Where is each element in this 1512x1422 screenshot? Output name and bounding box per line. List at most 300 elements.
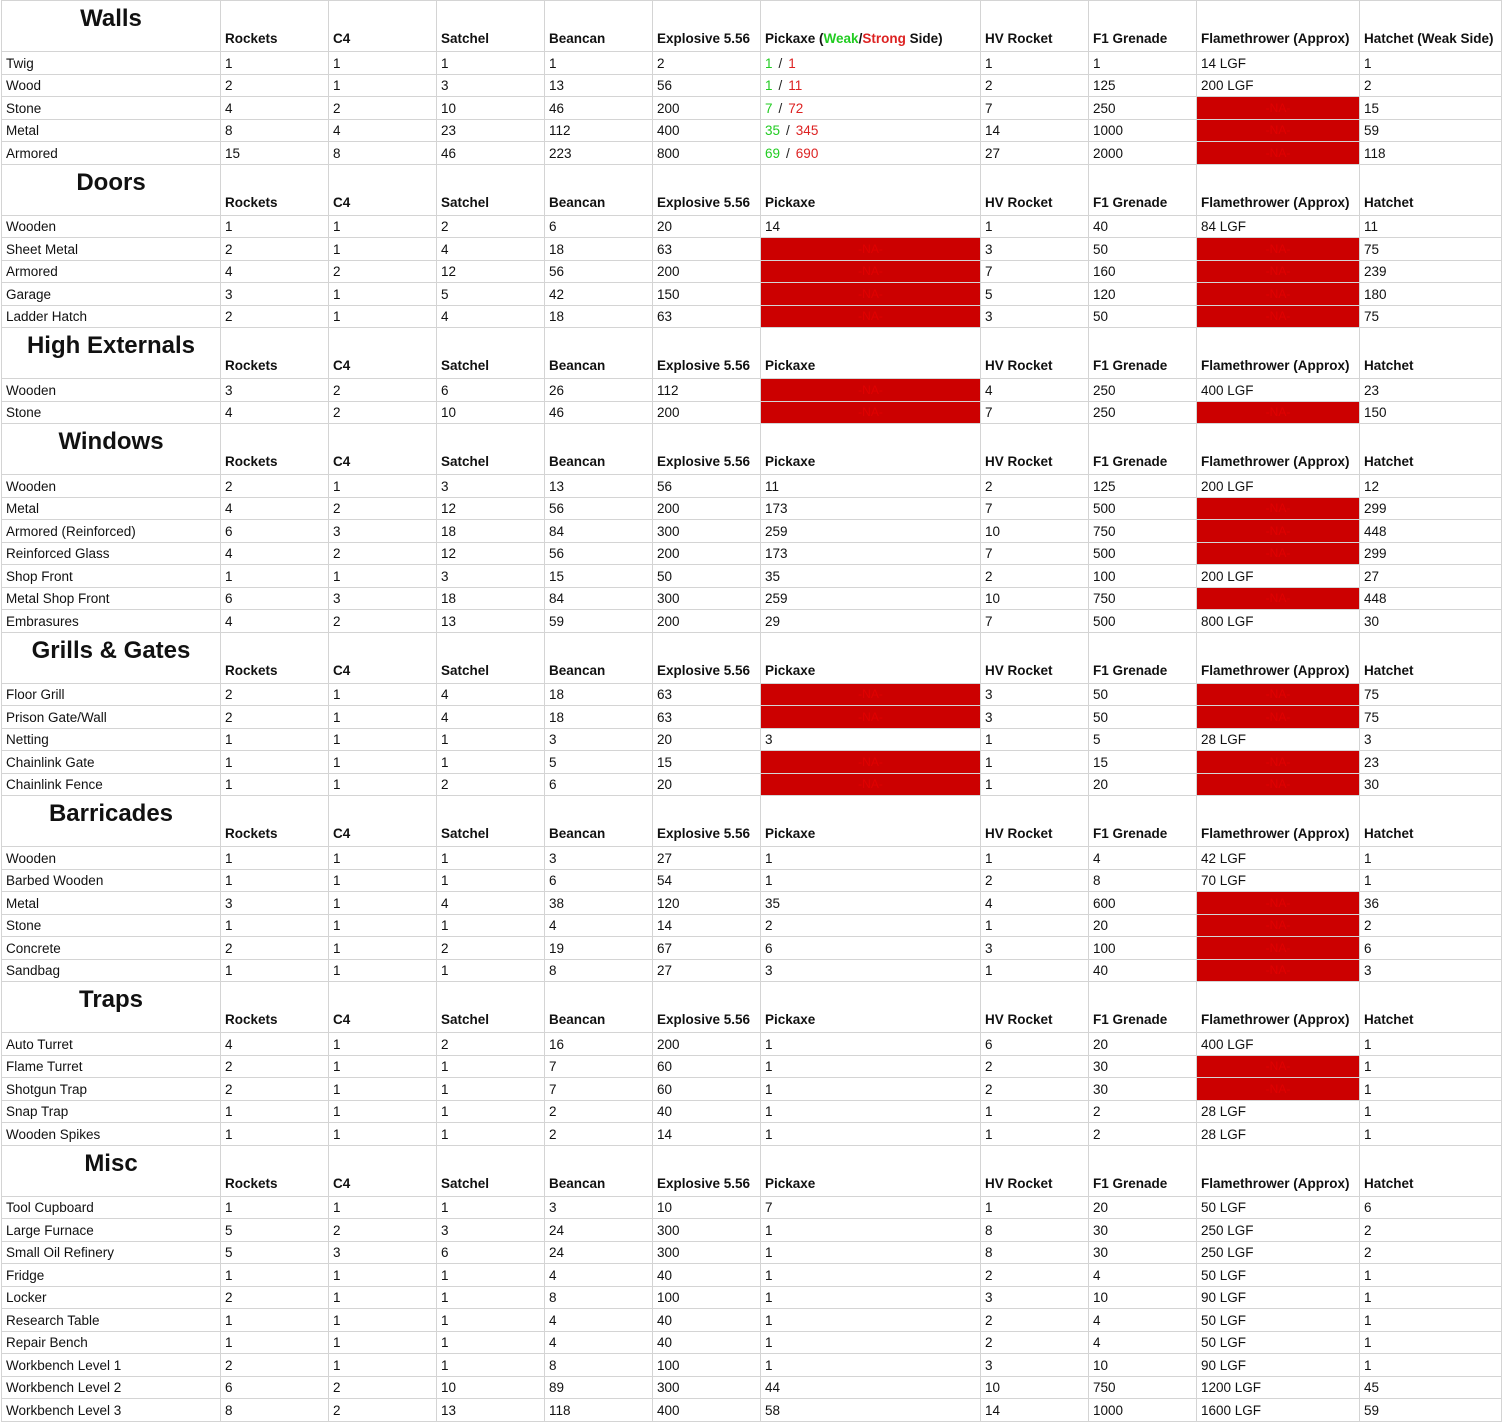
cell-c4[interactable]: 1 bbox=[329, 52, 437, 75]
cell-hv-rocket[interactable]: 10 bbox=[981, 520, 1089, 543]
cell-f1-grenade[interactable]: 1000 bbox=[1089, 1399, 1197, 1422]
column-header-hatchet[interactable]: Hatchet bbox=[1360, 164, 1502, 215]
column-header-pickaxe[interactable]: Pickaxe bbox=[761, 632, 981, 683]
cell-pickaxe[interactable]: 1 bbox=[761, 1219, 981, 1242]
row-label[interactable]: Small Oil Refinery bbox=[2, 1241, 221, 1264]
cell-f1-grenade[interactable]: 50 bbox=[1089, 238, 1197, 261]
cell-hatchet[interactable]: 448 bbox=[1360, 520, 1502, 543]
cell-beancan[interactable]: 3 bbox=[545, 728, 653, 751]
column-header-pickaxe[interactable]: Pickaxe bbox=[761, 328, 981, 379]
column-header-hv-rocket[interactable]: HV Rocket bbox=[981, 632, 1089, 683]
cell-beancan[interactable]: 18 bbox=[545, 683, 653, 706]
cell-beancan[interactable]: 13 bbox=[545, 475, 653, 498]
na-cell[interactable]: -NA- bbox=[1197, 959, 1360, 982]
cell-rockets[interactable]: 3 bbox=[221, 379, 329, 402]
cell-f1-grenade[interactable]: 30 bbox=[1089, 1078, 1197, 1101]
cell-satchel[interactable]: 2 bbox=[437, 773, 545, 796]
column-header-rockets[interactable]: Rockets bbox=[221, 796, 329, 847]
column-header-beancan[interactable]: Beancan bbox=[545, 796, 653, 847]
cell-hv-rocket[interactable]: 1 bbox=[981, 1100, 1089, 1123]
cell-c4[interactable]: 1 bbox=[329, 1033, 437, 1056]
cell-flamethrower-approx[interactable]: 50 LGF bbox=[1197, 1196, 1360, 1219]
section-title[interactable]: Walls bbox=[2, 1, 221, 52]
cell-explosive-5-56[interactable]: 40 bbox=[653, 1331, 761, 1354]
column-header-pickaxe[interactable]: Pickaxe bbox=[761, 164, 981, 215]
cell-explosive-5-56[interactable]: 200 bbox=[653, 610, 761, 633]
column-header-hv-rocket[interactable]: HV Rocket bbox=[981, 164, 1089, 215]
row-label[interactable]: Chainlink Gate bbox=[2, 751, 221, 774]
cell-beancan[interactable]: 2 bbox=[545, 1123, 653, 1146]
na-cell[interactable]: -NA- bbox=[761, 401, 981, 424]
cell-hatchet[interactable]: 1 bbox=[1360, 52, 1502, 75]
cell-satchel[interactable]: 10 bbox=[437, 97, 545, 120]
cell-f1-grenade[interactable]: 4 bbox=[1089, 847, 1197, 870]
cell-beancan[interactable]: 2 bbox=[545, 1100, 653, 1123]
column-header-rockets[interactable]: Rockets bbox=[221, 424, 329, 475]
cell-beancan[interactable]: 15 bbox=[545, 565, 653, 588]
cell-explosive-5-56[interactable]: 63 bbox=[653, 683, 761, 706]
na-cell[interactable]: -NA- bbox=[761, 238, 981, 261]
cell-rockets[interactable]: 2 bbox=[221, 1286, 329, 1309]
cell-satchel[interactable]: 1 bbox=[437, 914, 545, 937]
cell-beancan[interactable]: 56 bbox=[545, 542, 653, 565]
cell-f1-grenade[interactable]: 250 bbox=[1089, 401, 1197, 424]
cell-hv-rocket[interactable]: 1 bbox=[981, 1196, 1089, 1219]
cell-c4[interactable]: 1 bbox=[329, 1055, 437, 1078]
cell-f1-grenade[interactable]: 50 bbox=[1089, 683, 1197, 706]
cell-f1-grenade[interactable]: 125 bbox=[1089, 74, 1197, 97]
cell-explosive-5-56[interactable]: 300 bbox=[653, 1241, 761, 1264]
cell-rockets[interactable]: 5 bbox=[221, 1219, 329, 1242]
cell-rockets[interactable]: 6 bbox=[221, 520, 329, 543]
cell-rockets[interactable]: 6 bbox=[221, 587, 329, 610]
cell-f1-grenade[interactable]: 100 bbox=[1089, 565, 1197, 588]
cell-hv-rocket[interactable]: 7 bbox=[981, 497, 1089, 520]
cell-explosive-5-56[interactable]: 200 bbox=[653, 401, 761, 424]
cell-hv-rocket[interactable]: 1 bbox=[981, 751, 1089, 774]
column-header-f1-grenade[interactable]: F1 Grenade bbox=[1089, 328, 1197, 379]
column-header-beancan[interactable]: Beancan bbox=[545, 632, 653, 683]
cell-hatchet[interactable]: 448 bbox=[1360, 587, 1502, 610]
cell-explosive-5-56[interactable]: 100 bbox=[653, 1286, 761, 1309]
cell-satchel[interactable]: 6 bbox=[437, 1241, 545, 1264]
cell-rockets[interactable]: 1 bbox=[221, 728, 329, 751]
column-header-c4[interactable]: C4 bbox=[329, 1, 437, 52]
cell-hv-rocket[interactable]: 5 bbox=[981, 283, 1089, 306]
column-header-rockets[interactable]: Rockets bbox=[221, 328, 329, 379]
cell-pickaxe[interactable]: 35 bbox=[761, 565, 981, 588]
column-header-explosive-5-56[interactable]: Explosive 5.56 bbox=[653, 1, 761, 52]
row-label[interactable]: Concrete bbox=[2, 937, 221, 960]
cell-explosive-5-56[interactable]: 150 bbox=[653, 283, 761, 306]
column-header-hv-rocket[interactable]: HV Rocket bbox=[981, 424, 1089, 475]
column-header-pickaxe[interactable]: Pickaxe bbox=[761, 424, 981, 475]
cell-hatchet[interactable]: 299 bbox=[1360, 542, 1502, 565]
cell-satchel[interactable]: 4 bbox=[437, 238, 545, 261]
cell-c4[interactable]: 2 bbox=[329, 97, 437, 120]
cell-beancan[interactable]: 4 bbox=[545, 1331, 653, 1354]
cell-c4[interactable]: 2 bbox=[329, 379, 437, 402]
cell-explosive-5-56[interactable]: 200 bbox=[653, 97, 761, 120]
row-label[interactable]: Prison Gate/Wall bbox=[2, 706, 221, 729]
cell-rockets[interactable]: 2 bbox=[221, 475, 329, 498]
cell-satchel[interactable]: 12 bbox=[437, 542, 545, 565]
cell-hatchet[interactable]: 59 bbox=[1360, 119, 1502, 142]
cell-c4[interactable]: 8 bbox=[329, 142, 437, 165]
cell-flamethrower-approx[interactable]: 800 LGF bbox=[1197, 610, 1360, 633]
cell-explosive-5-56[interactable]: 300 bbox=[653, 520, 761, 543]
cell-rockets[interactable]: 1 bbox=[221, 773, 329, 796]
cell-explosive-5-56[interactable]: 10 bbox=[653, 1196, 761, 1219]
cell-hv-rocket[interactable]: 2 bbox=[981, 1078, 1089, 1101]
row-label[interactable]: Shop Front bbox=[2, 565, 221, 588]
column-header-explosive-5-56[interactable]: Explosive 5.56 bbox=[653, 982, 761, 1033]
cell-beancan[interactable]: 5 bbox=[545, 751, 653, 774]
row-label[interactable]: Barbed Wooden bbox=[2, 869, 221, 892]
cell-f1-grenade[interactable]: 30 bbox=[1089, 1055, 1197, 1078]
column-header-explosive-5-56[interactable]: Explosive 5.56 bbox=[653, 1145, 761, 1196]
cell-rockets[interactable]: 2 bbox=[221, 1078, 329, 1101]
cell-pickaxe[interactable]: 259 bbox=[761, 587, 981, 610]
cell-explosive-5-56[interactable]: 800 bbox=[653, 142, 761, 165]
cell-satchel[interactable]: 1 bbox=[437, 1309, 545, 1332]
cell-hatchet[interactable]: 2 bbox=[1360, 74, 1502, 97]
na-cell[interactable]: -NA- bbox=[1197, 587, 1360, 610]
row-label[interactable]: Twig bbox=[2, 52, 221, 75]
cell-hatchet[interactable]: 2 bbox=[1360, 1219, 1502, 1242]
cell-c4[interactable]: 1 bbox=[329, 869, 437, 892]
column-header-hv-rocket[interactable]: HV Rocket bbox=[981, 796, 1089, 847]
cell-flamethrower-approx[interactable]: 250 LGF bbox=[1197, 1219, 1360, 1242]
cell-rockets[interactable]: 1 bbox=[221, 1196, 329, 1219]
cell-c4[interactable]: 1 bbox=[329, 937, 437, 960]
cell-hv-rocket[interactable]: 2 bbox=[981, 475, 1089, 498]
cell-rockets[interactable]: 2 bbox=[221, 74, 329, 97]
column-header-explosive-5-56[interactable]: Explosive 5.56 bbox=[653, 164, 761, 215]
cell-explosive-5-56[interactable]: 112 bbox=[653, 379, 761, 402]
row-label[interactable]: Wood bbox=[2, 74, 221, 97]
cell-pickaxe[interactable]: 1 bbox=[761, 1309, 981, 1332]
cell-satchel[interactable]: 4 bbox=[437, 683, 545, 706]
cell-c4[interactable]: 1 bbox=[329, 565, 437, 588]
cell-hv-rocket[interactable]: 7 bbox=[981, 260, 1089, 283]
cell-hv-rocket[interactable]: 1 bbox=[981, 52, 1089, 75]
cell-pickaxe[interactable]: 7 bbox=[761, 1196, 981, 1219]
column-header-c4[interactable]: C4 bbox=[329, 1145, 437, 1196]
section-title[interactable]: Doors bbox=[2, 164, 221, 215]
cell-c4[interactable]: 1 bbox=[329, 683, 437, 706]
cell-flamethrower-approx[interactable]: 200 LGF bbox=[1197, 475, 1360, 498]
cell-hv-rocket[interactable]: 10 bbox=[981, 1376, 1089, 1399]
cell-beancan[interactable]: 112 bbox=[545, 119, 653, 142]
row-label[interactable]: Sandbag bbox=[2, 959, 221, 982]
row-label[interactable]: Metal bbox=[2, 119, 221, 142]
cell-explosive-5-56[interactable]: 54 bbox=[653, 869, 761, 892]
cell-c4[interactable]: 4 bbox=[329, 119, 437, 142]
cell-beancan[interactable]: 7 bbox=[545, 1078, 653, 1101]
cell-c4[interactable]: 1 bbox=[329, 847, 437, 870]
cell-c4[interactable]: 1 bbox=[329, 1264, 437, 1287]
cell-c4[interactable]: 1 bbox=[329, 728, 437, 751]
cell-hv-rocket[interactable]: 2 bbox=[981, 1331, 1089, 1354]
column-header-pickaxe[interactable] bbox=[761, 1, 981, 52]
cell-hatchet[interactable]: 118 bbox=[1360, 142, 1502, 165]
cell-c4[interactable]: 3 bbox=[329, 587, 437, 610]
section-title[interactable]: Barricades bbox=[2, 796, 221, 847]
section-title[interactable]: High Externals bbox=[2, 328, 221, 379]
cell-hatchet[interactable]: 1 bbox=[1360, 1264, 1502, 1287]
cell-pickaxe[interactable]: 3 bbox=[761, 728, 981, 751]
cell-f1-grenade[interactable]: 125 bbox=[1089, 475, 1197, 498]
cell-beancan[interactable]: 42 bbox=[545, 283, 653, 306]
section-title[interactable]: Grills & Gates bbox=[2, 632, 221, 683]
cell-satchel[interactable]: 1 bbox=[437, 1078, 545, 1101]
cell-hatchet[interactable]: 27 bbox=[1360, 565, 1502, 588]
cell-explosive-5-56[interactable]: 63 bbox=[653, 305, 761, 328]
row-label[interactable]: Sheet Metal bbox=[2, 238, 221, 261]
cell-pickaxe[interactable]: 6 bbox=[761, 937, 981, 960]
cell-flamethrower-approx[interactable]: 50 LGF bbox=[1197, 1309, 1360, 1332]
column-header-flamethrower-approx[interactable]: Flamethrower (Approx) bbox=[1197, 632, 1360, 683]
cell-hv-rocket[interactable]: 3 bbox=[981, 305, 1089, 328]
cell-rockets[interactable]: 8 bbox=[221, 1399, 329, 1422]
column-header-flamethrower-approx[interactable]: Flamethrower (Approx) bbox=[1197, 328, 1360, 379]
cell-hatchet[interactable]: 6 bbox=[1360, 1196, 1502, 1219]
row-label[interactable]: Stone bbox=[2, 401, 221, 424]
column-header-f1-grenade[interactable]: F1 Grenade bbox=[1089, 424, 1197, 475]
cell-satchel[interactable]: 1 bbox=[437, 1354, 545, 1377]
row-label[interactable]: Large Furnace bbox=[2, 1219, 221, 1242]
cell-satchel[interactable]: 4 bbox=[437, 892, 545, 915]
cell-hv-rocket[interactable]: 2 bbox=[981, 1309, 1089, 1332]
cell-c4[interactable]: 1 bbox=[329, 74, 437, 97]
cell-hatchet[interactable]: 3 bbox=[1360, 959, 1502, 982]
cell-satchel[interactable]: 18 bbox=[437, 520, 545, 543]
cell-hatchet[interactable]: 75 bbox=[1360, 238, 1502, 261]
cell-beancan[interactable]: 118 bbox=[545, 1399, 653, 1422]
cell-flamethrower-approx[interactable]: 14 LGF bbox=[1197, 52, 1360, 75]
cell-explosive-5-56[interactable]: 14 bbox=[653, 1123, 761, 1146]
cell-f1-grenade[interactable]: 10 bbox=[1089, 1286, 1197, 1309]
cell-pickaxe[interactable]: 1 bbox=[761, 1078, 981, 1101]
section-title[interactable]: Misc bbox=[2, 1145, 221, 1196]
cell-flamethrower-approx[interactable]: 28 LGF bbox=[1197, 1100, 1360, 1123]
cell-f1-grenade[interactable]: 750 bbox=[1089, 587, 1197, 610]
cell-hatchet[interactable]: 1 bbox=[1360, 1286, 1502, 1309]
cell-flamethrower-approx[interactable]: 250 LGF bbox=[1197, 1241, 1360, 1264]
cell-beancan[interactable]: 3 bbox=[545, 847, 653, 870]
cell-c4[interactable]: 1 bbox=[329, 1123, 437, 1146]
cell-pickaxe[interactable]: 1 bbox=[761, 1286, 981, 1309]
cell-hatchet[interactable]: 75 bbox=[1360, 683, 1502, 706]
na-cell[interactable]: -NA- bbox=[1197, 542, 1360, 565]
section-title[interactable]: Windows bbox=[2, 424, 221, 475]
cell-c4[interactable]: 1 bbox=[329, 305, 437, 328]
cell-satchel[interactable]: 2 bbox=[437, 937, 545, 960]
cell-f1-grenade[interactable]: 1 bbox=[1089, 52, 1197, 75]
cell-hv-rocket[interactable]: 27 bbox=[981, 142, 1089, 165]
cell-hatchet[interactable]: 6 bbox=[1360, 937, 1502, 960]
cell-satchel[interactable]: 6 bbox=[437, 379, 545, 402]
cell-satchel[interactable]: 13 bbox=[437, 1399, 545, 1422]
cell-satchel[interactable]: 1 bbox=[437, 1264, 545, 1287]
cell-satchel[interactable]: 1 bbox=[437, 1100, 545, 1123]
column-header-hv-rocket[interactable]: HV Rocket bbox=[981, 1145, 1089, 1196]
cell-hv-rocket[interactable]: 1 bbox=[981, 773, 1089, 796]
cell-hatchet[interactable]: 12 bbox=[1360, 475, 1502, 498]
cell-hatchet[interactable]: 150 bbox=[1360, 401, 1502, 424]
cell-pickaxe[interactable]: 1 bbox=[761, 869, 981, 892]
cell-f1-grenade[interactable]: 5 bbox=[1089, 728, 1197, 751]
column-header-hatchet[interactable]: Hatchet bbox=[1360, 982, 1502, 1033]
cell-hv-rocket[interactable]: 3 bbox=[981, 706, 1089, 729]
cell-explosive-5-56[interactable]: 56 bbox=[653, 475, 761, 498]
row-label[interactable]: Workbench Level 1 bbox=[2, 1354, 221, 1377]
cell-rockets[interactable]: 4 bbox=[221, 260, 329, 283]
cell-hv-rocket[interactable]: 1 bbox=[981, 215, 1089, 238]
cell-explosive-5-56[interactable]: 56 bbox=[653, 74, 761, 97]
cell-pickaxe[interactable]: 259 bbox=[761, 520, 981, 543]
cell-explosive-5-56[interactable]: 27 bbox=[653, 847, 761, 870]
cell-c4[interactable]: 1 bbox=[329, 751, 437, 774]
cell-satchel[interactable]: 5 bbox=[437, 283, 545, 306]
cell-f1-grenade[interactable]: 4 bbox=[1089, 1264, 1197, 1287]
row-label[interactable]: Wooden bbox=[2, 475, 221, 498]
cell-pickaxe[interactable]: 3 bbox=[761, 959, 981, 982]
cell-f1-grenade[interactable]: 600 bbox=[1089, 892, 1197, 915]
cell-pickaxe[interactable] bbox=[761, 97, 981, 120]
cell-beancan[interactable]: 56 bbox=[545, 497, 653, 520]
cell-rockets[interactable]: 8 bbox=[221, 119, 329, 142]
na-cell[interactable]: -NA- bbox=[1197, 142, 1360, 165]
cell-hv-rocket[interactable]: 2 bbox=[981, 1264, 1089, 1287]
column-header-hatchet[interactable]: Hatchet bbox=[1360, 328, 1502, 379]
row-label[interactable]: Metal bbox=[2, 497, 221, 520]
cell-satchel[interactable]: 2 bbox=[437, 215, 545, 238]
cell-f1-grenade[interactable]: 50 bbox=[1089, 305, 1197, 328]
cell-c4[interactable]: 3 bbox=[329, 1241, 437, 1264]
cell-f1-grenade[interactable]: 1000 bbox=[1089, 119, 1197, 142]
cell-f1-grenade[interactable]: 30 bbox=[1089, 1219, 1197, 1242]
row-label[interactable]: Snap Trap bbox=[2, 1100, 221, 1123]
column-header-rockets[interactable]: Rockets bbox=[221, 1, 329, 52]
column-header-hatchet[interactable]: Hatchet bbox=[1360, 424, 1502, 475]
row-label[interactable]: Tool Cupboard bbox=[2, 1196, 221, 1219]
cell-pickaxe[interactable]: 1 bbox=[761, 1033, 981, 1056]
cell-explosive-5-56[interactable]: 20 bbox=[653, 215, 761, 238]
cell-satchel[interactable]: 1 bbox=[437, 728, 545, 751]
cell-beancan[interactable]: 4 bbox=[545, 1264, 653, 1287]
row-label[interactable]: Reinforced Glass bbox=[2, 542, 221, 565]
cell-rockets[interactable]: 1 bbox=[221, 215, 329, 238]
cell-flamethrower-approx[interactable]: 42 LGF bbox=[1197, 847, 1360, 870]
cell-explosive-5-56[interactable]: 14 bbox=[653, 914, 761, 937]
na-cell[interactable]: -NA- bbox=[761, 283, 981, 306]
cell-pickaxe[interactable]: 1 bbox=[761, 1264, 981, 1287]
cell-c4[interactable]: 1 bbox=[329, 914, 437, 937]
cell-beancan[interactable]: 13 bbox=[545, 74, 653, 97]
cell-hatchet[interactable]: 36 bbox=[1360, 892, 1502, 915]
cell-explosive-5-56[interactable]: 300 bbox=[653, 587, 761, 610]
cell-satchel[interactable]: 23 bbox=[437, 119, 545, 142]
cell-f1-grenade[interactable]: 250 bbox=[1089, 379, 1197, 402]
row-label[interactable]: Armored bbox=[2, 260, 221, 283]
cell-rockets[interactable]: 2 bbox=[221, 1354, 329, 1377]
cell-f1-grenade[interactable]: 750 bbox=[1089, 520, 1197, 543]
cell-rockets[interactable]: 1 bbox=[221, 1100, 329, 1123]
cell-beancan[interactable]: 24 bbox=[545, 1241, 653, 1264]
cell-rockets[interactable]: 5 bbox=[221, 1241, 329, 1264]
row-label[interactable]: Metal Shop Front bbox=[2, 587, 221, 610]
row-label[interactable]: Garage bbox=[2, 283, 221, 306]
cell-f1-grenade[interactable]: 10 bbox=[1089, 1354, 1197, 1377]
column-header-explosive-5-56[interactable]: Explosive 5.56 bbox=[653, 796, 761, 847]
column-header-satchel[interactable]: Satchel bbox=[437, 164, 545, 215]
na-cell[interactable]: -NA- bbox=[1197, 497, 1360, 520]
cell-pickaxe[interactable]: 35 bbox=[761, 892, 981, 915]
cell-hatchet[interactable]: 11 bbox=[1360, 215, 1502, 238]
cell-satchel[interactable]: 1 bbox=[437, 1331, 545, 1354]
cell-flamethrower-approx[interactable]: 1600 LGF bbox=[1197, 1399, 1360, 1422]
cell-c4[interactable]: 1 bbox=[329, 283, 437, 306]
cell-hatchet[interactable]: 180 bbox=[1360, 283, 1502, 306]
cell-hv-rocket[interactable]: 7 bbox=[981, 97, 1089, 120]
cell-rockets[interactable]: 4 bbox=[221, 542, 329, 565]
cell-satchel[interactable]: 1 bbox=[437, 52, 545, 75]
cell-c4[interactable]: 1 bbox=[329, 1286, 437, 1309]
cell-explosive-5-56[interactable]: 20 bbox=[653, 728, 761, 751]
cell-satchel[interactable]: 12 bbox=[437, 497, 545, 520]
cell-satchel[interactable]: 10 bbox=[437, 1376, 545, 1399]
cell-f1-grenade[interactable]: 2 bbox=[1089, 1123, 1197, 1146]
cell-c4[interactable]: 1 bbox=[329, 1078, 437, 1101]
cell-hatchet[interactable]: 1 bbox=[1360, 847, 1502, 870]
na-cell[interactable]: -NA- bbox=[1197, 1055, 1360, 1078]
cell-hv-rocket[interactable]: 6 bbox=[981, 1033, 1089, 1056]
na-cell[interactable]: -NA- bbox=[1197, 260, 1360, 283]
na-cell[interactable]: -NA- bbox=[1197, 751, 1360, 774]
cell-rockets[interactable]: 4 bbox=[221, 401, 329, 424]
row-label[interactable]: Floor Grill bbox=[2, 683, 221, 706]
cell-satchel[interactable]: 4 bbox=[437, 305, 545, 328]
cell-hv-rocket[interactable]: 1 bbox=[981, 959, 1089, 982]
row-label[interactable]: Workbench Level 2 bbox=[2, 1376, 221, 1399]
na-cell[interactable]: -NA- bbox=[761, 773, 981, 796]
row-label[interactable]: Wooden bbox=[2, 215, 221, 238]
cell-pickaxe[interactable]: 1 bbox=[761, 1100, 981, 1123]
cell-flamethrower-approx[interactable]: 90 LGF bbox=[1197, 1354, 1360, 1377]
cell-pickaxe[interactable]: 14 bbox=[761, 215, 981, 238]
cell-beancan[interactable]: 26 bbox=[545, 379, 653, 402]
cell-satchel[interactable]: 2 bbox=[437, 1033, 545, 1056]
cell-rockets[interactable]: 3 bbox=[221, 892, 329, 915]
row-label[interactable]: Repair Bench bbox=[2, 1331, 221, 1354]
na-cell[interactable]: -NA- bbox=[761, 751, 981, 774]
cell-explosive-5-56[interactable]: 120 bbox=[653, 892, 761, 915]
cell-rockets[interactable]: 4 bbox=[221, 1033, 329, 1056]
cell-f1-grenade[interactable]: 20 bbox=[1089, 773, 1197, 796]
cell-f1-grenade[interactable]: 100 bbox=[1089, 937, 1197, 960]
cell-rockets[interactable]: 2 bbox=[221, 683, 329, 706]
cell-hatchet[interactable]: 1 bbox=[1360, 1309, 1502, 1332]
na-cell[interactable]: -NA- bbox=[1197, 773, 1360, 796]
cell-f1-grenade[interactable]: 4 bbox=[1089, 1309, 1197, 1332]
column-header-f1-grenade[interactable]: F1 Grenade bbox=[1089, 1, 1197, 52]
cell-explosive-5-56[interactable]: 60 bbox=[653, 1055, 761, 1078]
column-header-pickaxe[interactable]: Pickaxe bbox=[761, 796, 981, 847]
cell-hatchet[interactable]: 1 bbox=[1360, 869, 1502, 892]
column-header-flamethrower-approx[interactable]: Flamethrower (Approx) bbox=[1197, 164, 1360, 215]
